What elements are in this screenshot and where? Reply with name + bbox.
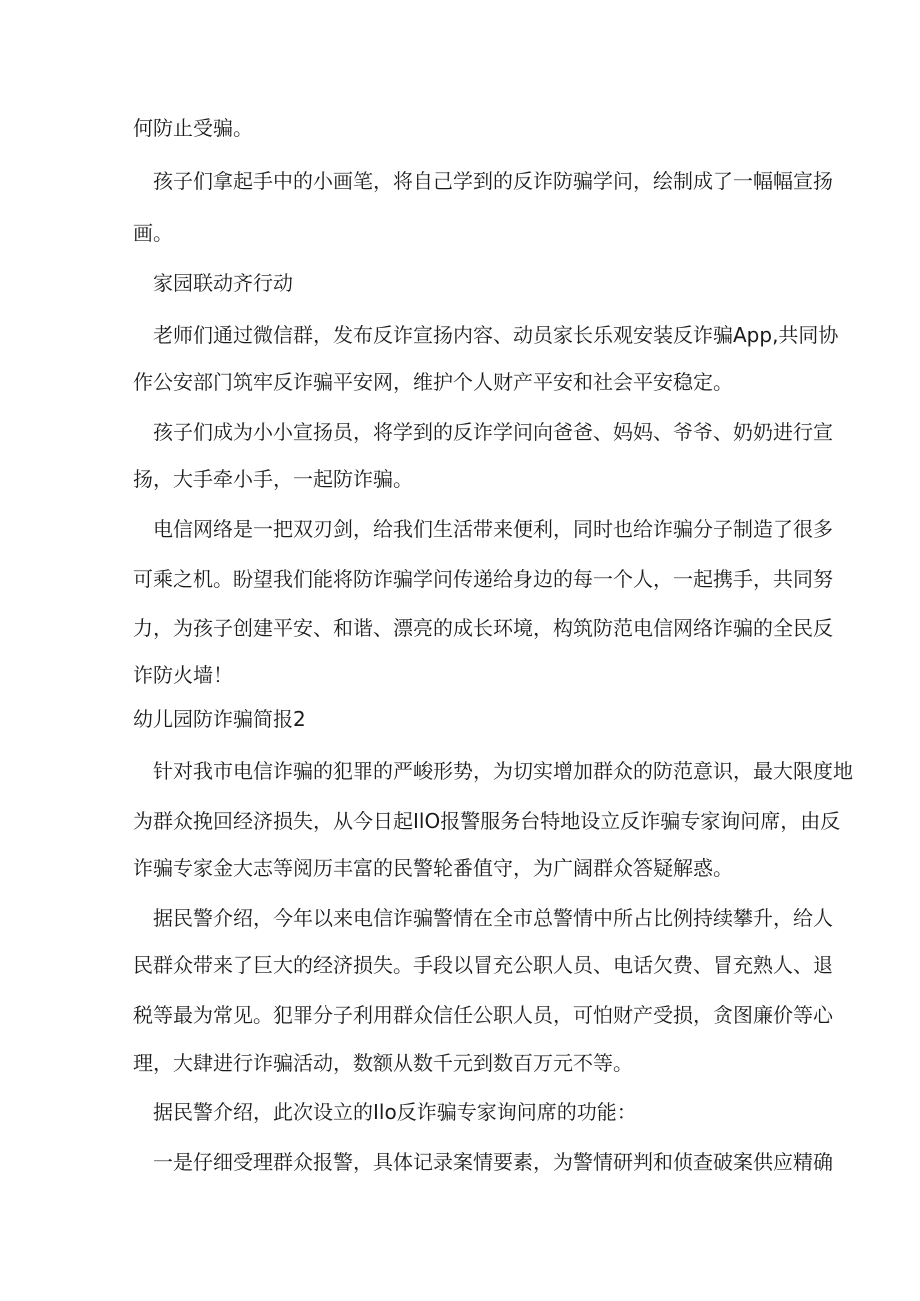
document-title: 幼儿园防诈骗简报2 bbox=[133, 707, 306, 731]
text-line: 一是仔细受理群众报警，具体记录案情要素，为警情研判和侦查破案供应精确 bbox=[153, 1150, 833, 1174]
text-line: 孩子们拿起手中的小画笔，将自己学到的反诈防骗学问，绘制成了一幅幅宣扬 bbox=[153, 169, 833, 193]
text-line: 为群众挽回经济损失，从今日起IlO报警服务台特地设立反诈骗专家询问席，由反 bbox=[133, 809, 841, 833]
text-line: 诈防火墙！ bbox=[133, 663, 233, 687]
text-line: 扬，大手牵小手，一起防诈骗。 bbox=[133, 467, 413, 491]
text-line: 力，为孩子创建平安、和谐、漂亮的成长环境，构筑防范电信网络诈骗的全民反 bbox=[133, 616, 833, 640]
text-line: 据民警介绍，今年以来电信诈骗警情在全市总警情中所占比例持续攀升，给人 bbox=[153, 906, 833, 930]
text-line: 可乘之机。盼望我们能将防诈骗学问传递给身边的每一个人，一起携手，共同努 bbox=[133, 567, 833, 591]
text-line: 作公安部门筑牢反诈骗平安网，维护个人财产平安和社会平安稳定。 bbox=[133, 370, 733, 394]
text-line: 民群众带来了巨大的经济损失。手段以冒充公职人员、电话欠费、冒充熟人、退 bbox=[133, 953, 833, 977]
text-line: 画。 bbox=[133, 221, 173, 245]
text-line: 老师们通过微信群，发布反诈宣扬内容、动员家长乐观安装反诈骗App,共同协 bbox=[153, 323, 839, 347]
text-line: 针对我市电信诈骗的犯罪的严峻形势，为切实增加群众的防范意识，最大限度地 bbox=[153, 759, 853, 783]
text-line: 何防止受骗。 bbox=[133, 116, 253, 140]
section-heading: 家园联动齐行动 bbox=[153, 271, 293, 295]
text-line: 孩子们成为小小宣扬员，将学到的反诈学问向爸爸、妈妈、爷爷、奶奶进行宣 bbox=[153, 420, 833, 444]
text-line: 电信网络是一把双刃剑，给我们生活带来便利，同时也给诈骗分子制造了很多 bbox=[153, 517, 833, 541]
text-line: 诈骗专家金大志等阅历丰富的民警轮番值守，为广阔群众答疑解惑。 bbox=[133, 856, 733, 880]
text-line: 据民警介绍，此次设立的Ilo反诈骗专家询问席的功能： bbox=[153, 1100, 637, 1124]
text-line: 理，大肆进行诈骗活动，数额从数千元到数百万元不等。 bbox=[133, 1051, 633, 1075]
text-line: 税等最为常见。犯罪分子利用群众信任公职人员，可怕财产受损，贪图廉价等心 bbox=[133, 1003, 833, 1027]
